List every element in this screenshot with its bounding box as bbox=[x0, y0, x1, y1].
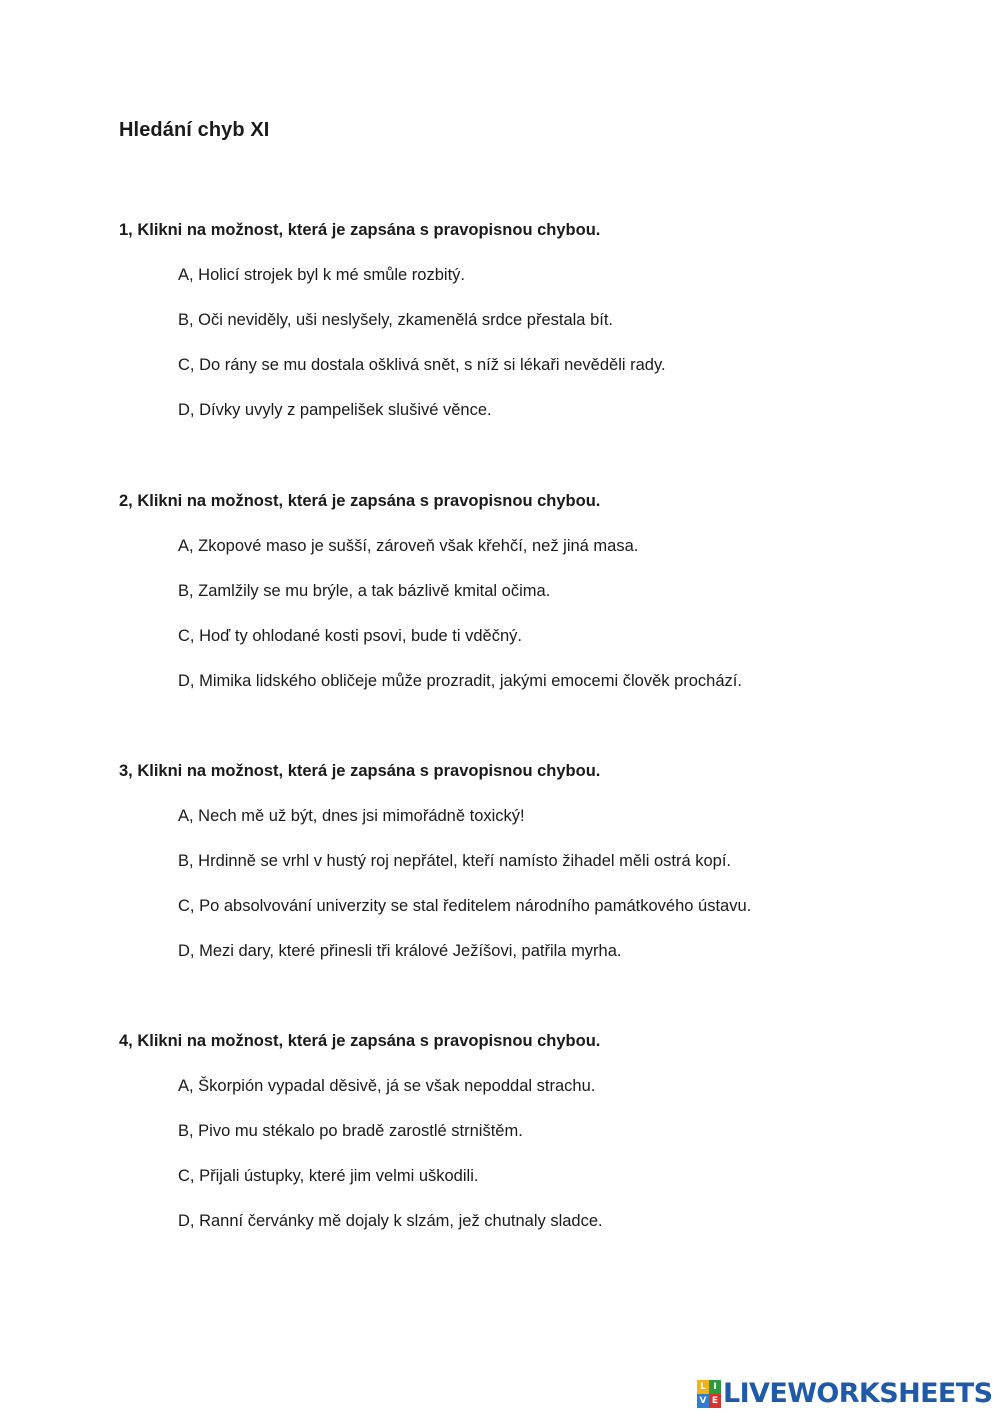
answer-option-a[interactable]: A, Zkopové maso je sušší, zároveň však křehčí, než jiná masa. bbox=[178, 537, 639, 555]
answer-option-a[interactable]: A, Holicí strojek byl k mé smůle rozbitý. bbox=[178, 266, 465, 284]
question-prompt: 1, Klikni na možnost, která je zapsána s pravopisnou chybou. bbox=[119, 221, 601, 239]
question-prompt: 2, Klikni na možnost, která je zapsána s pravopisnou chybou. bbox=[119, 492, 601, 510]
logo-text: LIVEWORKSHEETS bbox=[723, 1378, 993, 1409]
answer-option-c[interactable]: C, Do rány se mu dostala ošklivá snět, s níž si lékaři nevěděli rady. bbox=[178, 356, 666, 374]
question-prompt: 4, Klikni na možnost, která je zapsána s pravopisnou chybou. bbox=[119, 1032, 601, 1050]
answer-option-d[interactable]: D, Ranní červánky mě dojaly k slzám, jež chutnaly sladce. bbox=[178, 1212, 603, 1230]
answer-option-c[interactable]: C, Přijali ústupky, které jim velmi uškodili. bbox=[178, 1167, 479, 1185]
question-4 bbox=[119, 1030, 979, 1232]
liveworksheets-logo bbox=[697, 1378, 992, 1410]
answer-option-b[interactable]: B, Pivo mu stékalo po bradě zarostlé strništěm. bbox=[178, 1122, 523, 1140]
answer-option-b[interactable]: B, Hrdinně se vrhl v hustý roj nepřátel, kteří namísto žihadel měli ostrá kopí. bbox=[178, 852, 731, 870]
answer-option-c[interactable]: C, Po absolvování univerzity se stal ředitelem národního památkového ústavu. bbox=[178, 897, 752, 915]
page-title: Hledání chyb XI bbox=[119, 119, 270, 141]
answer-option-a[interactable]: A, Nech mě už být, dnes jsi mimořádně toxický! bbox=[178, 807, 525, 825]
question-2 bbox=[119, 490, 979, 692]
answer-option-d[interactable]: D, Mimika lidského obličeje může prozradit, jakými emocemi člověk prochází. bbox=[178, 672, 742, 690]
question-prompt: 3, Klikni na možnost, která je zapsána s pravopisnou chybou. bbox=[119, 762, 601, 780]
answer-option-d[interactable]: D, Dívky uvyly z pampelišek slušivé věnce. bbox=[178, 401, 492, 419]
answer-option-a[interactable]: A, Škorpión vypadal děsivě, já se však nepoddal strachu. bbox=[178, 1077, 596, 1095]
answer-option-c[interactable]: C, Hoď ty ohlodané kosti psovi, bude ti vděčný. bbox=[178, 627, 522, 645]
liveworksheets-badge-icon bbox=[697, 1380, 721, 1408]
badge-letter: L bbox=[697, 1380, 709, 1394]
question-1 bbox=[119, 219, 979, 421]
badge-letter: I bbox=[709, 1380, 721, 1394]
answer-option-b[interactable]: B, Oči neviděly, uši neslyšely, zkamenělá srdce přestala bít. bbox=[178, 311, 613, 329]
question-3 bbox=[119, 760, 979, 962]
answer-option-d[interactable]: D, Mezi dary, které přinesli tři králové Ježíšovi, patřila myrha. bbox=[178, 942, 622, 960]
badge-letter: V bbox=[697, 1394, 709, 1408]
answer-option-b[interactable]: B, Zamlžily se mu brýle, a tak bázlivě kmital očima. bbox=[178, 582, 551, 600]
badge-letter: E bbox=[709, 1394, 721, 1408]
